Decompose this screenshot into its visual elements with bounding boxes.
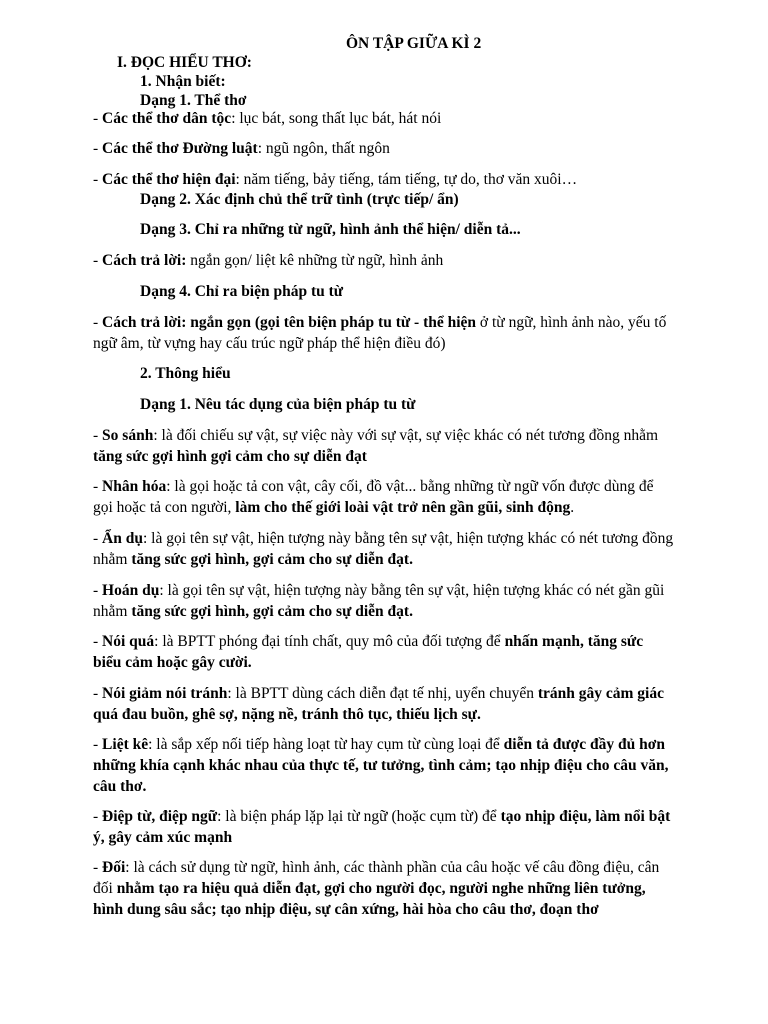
definition: ngắn gọn/ liệt kê những từ ngữ, hình ảnh xyxy=(186,252,444,269)
effect: tạo nhịp điệu, làm nổi bật xyxy=(500,808,671,825)
term: Đối xyxy=(102,859,126,876)
definition-cont: nhằm xyxy=(93,551,132,568)
term: Các thể thơ dân tộc xyxy=(102,110,232,127)
paragraph-noi-giam: - Nói giảm nói tránh: là BPTT dùng cách diễn đạt tế nhị, uyển chuyển tránh gây cảm giác quá đau buồn, ghê sợ, nặng nề, tránh thô tục, thiếu lịch sự. xyxy=(93,685,664,723)
paragraph-cach-tra-loi-1: - Cách trả lời: ngắn gọn/ liệt kê những từ ngữ, hình ảnh xyxy=(93,252,444,269)
period: . xyxy=(570,499,575,516)
term: Nói giảm nói tránh xyxy=(102,685,228,702)
dang-4-heading: Dạng 4. Chỉ ra biện pháp tu từ xyxy=(140,283,344,300)
paragraph-duong-luat: - Các thể thơ Đường luật: ngũ ngôn, thất ngôn xyxy=(93,140,390,157)
section-heading: I. ĐỌC HIỂU THƠ: xyxy=(117,54,252,71)
term: Cách trả lời: ngắn gọn (gọi tên biện pháp tu từ - thể hiện xyxy=(102,314,477,331)
dang-2-heading: Dạng 2. Xác định chủ thể trữ tình (trực tiếp/ ẩn) xyxy=(140,191,459,208)
definition-cont: gọi hoặc tả con người, xyxy=(93,499,236,516)
term: Ẩn dụ xyxy=(102,530,143,547)
effect: nhằm tạo ra hiệu quả diễn đạt, gợi cho người đọc, người nghe những liên tưởng, xyxy=(116,880,646,897)
effect-cont: hình dung sâu sắc; tạo nhịp điệu, sự cân xứng, hài hòa cho câu thơ, đoạn thơ xyxy=(93,901,599,918)
paragraph-doi: - Đối: là cách sử dụng từ ngữ, hình ảnh, các thành phần của câu hoặc vế câu đồng điệu, cân đối nhằm tạo ra hiệu quả diễn đạt, gợi cho người đọc, người nghe những liên tưởng, hình dung sâu sắc; tạo nhịp điệu, sự cân xứng, hài hòa cho câu thơ, đoạn thơ xyxy=(93,859,660,918)
definition: : lục bát, song thất lục bát, hát nói xyxy=(231,110,442,127)
paragraph-dan-toc: - Các thể thơ dân tộc: lục bát, song thất lục bát, hát nói xyxy=(93,110,442,127)
paragraph-hien-dai: - Các thể thơ hiện đại: năm tiếng, bảy tiếng, tám tiếng, tự do, thơ văn xuôi… xyxy=(93,171,578,188)
term: Các thể thơ hiện đại xyxy=(102,171,236,188)
definition-cont: đối xyxy=(93,880,117,897)
term: Liệt kê xyxy=(102,736,149,753)
definition: : năm tiếng, bảy tiếng, tám tiếng, tự do, thơ văn xuôi… xyxy=(235,171,578,188)
subsection-heading: 1. Nhận biết: xyxy=(140,73,226,90)
effect: tăng sức gợi hình gợi cảm cho sự diễn đạt xyxy=(93,448,367,465)
subsection-thong-hieu: 2. Thông hiểu xyxy=(140,365,231,382)
paragraph-so-sanh: - So sánh: là đối chiếu sự vật, sự việc này với sự vật, sự việc khác có nét tương đồng nhằm tăng sức gợi hình gợi cảm cho sự diễn đạt xyxy=(93,427,659,465)
effect: diễn tả được đầy đủ hơn xyxy=(503,736,665,753)
page-title: ÔN TẬP GIỮA KÌ 2 xyxy=(346,35,482,52)
term: Các thể thơ Đường luật xyxy=(102,140,258,157)
term: Điệp từ, điệp ngữ xyxy=(102,808,218,825)
effect: tránh gây cảm giác xyxy=(537,685,664,702)
effect: nhấn mạnh, tăng sức xyxy=(504,633,644,650)
definition: : là BPTT phóng đại tính chất, quy mô của đối tượng để xyxy=(154,633,505,650)
definition: : là gọi tên sự vật, hiện tượng này bằng tên sự vật, hiện tượng khác có nét gần gũi xyxy=(159,582,665,599)
effect-cont: biểu cảm hoặc gây cười. xyxy=(93,654,252,671)
dang-tac-dung-heading: Dạng 1. Nêu tác dụng của biện pháp tu từ xyxy=(140,396,416,413)
paragraph-cach-tra-loi-2: - Cách trả lời: ngắn gọn (gọi tên biện pháp tu từ - thể hiện ở từ ngữ, hình ảnh nào, yếu tố ngữ âm, từ vựng hay cấu trúc ngữ pháp thể hiện điều đó) xyxy=(93,314,667,352)
paragraph-diep-tu: - Điệp từ, điệp ngữ: là biện pháp lặp lại từ ngữ (hoặc cụm từ) để tạo nhịp điệu, làm nổi bật ý, gây cảm xúc mạnh xyxy=(93,808,671,846)
paragraph-nhan-hoa: - Nhân hóa: là gọi hoặc tả con vật, cây cối, đồ vật... bằng những từ ngữ vốn được dùng để gọi hoặc tả con người, làm cho thế giới loài vật trở nên gần gũi, sinh động. xyxy=(93,478,654,516)
definition: : là đối chiếu sự vật, sự việc này với sự vật, sự việc khác có nét tương đồng nhằm xyxy=(153,427,659,444)
definition-cont: nhằm xyxy=(93,603,132,620)
term: Nhân hóa xyxy=(102,478,167,495)
effect: tăng sức gợi hình, gợi cảm cho sự diễn đạt. xyxy=(131,551,413,568)
term: Nói quá xyxy=(102,633,155,650)
effect-cont: những khía cạnh khác nhau của thực tế, tư tưởng, tình cảm; tạo nhịp điệu cho câu văn, xyxy=(93,757,669,774)
paragraph-hoan-du: - Hoán dụ: là gọi tên sự vật, hiện tượng này bằng tên sự vật, hiện tượng khác có nét gần gũi nhằm tăng sức gợi hình, gợi cảm cho sự diễn đạt. xyxy=(93,582,665,620)
effect-cont: ý, gây cảm xúc mạnh xyxy=(93,829,233,846)
definition: : ngũ ngôn, thất ngôn xyxy=(257,140,390,157)
effect: làm cho thế giới loài vật trở nên gần gũi, sinh động xyxy=(235,499,571,516)
effect: tăng sức gợi hình, gợi cảm cho sự diễn đạt. xyxy=(131,603,413,620)
term: So sánh xyxy=(102,427,154,444)
definition: : là cách sử dụng từ ngữ, hình ảnh, các thành phần của câu hoặc vế câu đồng điệu, cân xyxy=(125,859,660,876)
dang-3-heading: Dạng 3. Chỉ ra những từ ngữ, hình ảnh thể hiện/ diễn tả... xyxy=(140,221,521,238)
term: Cách trả lời: xyxy=(102,252,187,269)
definition: : là BPTT dùng cách diễn đạt tế nhị, uyển chuyển xyxy=(227,685,538,702)
definition-cont: ngữ âm, từ vựng hay cấu trúc ngữ pháp thể hiện điều đó) xyxy=(93,335,446,352)
term: Hoán dụ xyxy=(102,582,160,599)
definition: : là biện pháp lặp lại từ ngữ (hoặc cụm từ) để xyxy=(217,808,501,825)
definition: ở từ ngữ, hình ảnh nào, yếu tố xyxy=(476,314,667,331)
effect-cont: câu thơ. xyxy=(93,778,147,795)
paragraph-liet-ke: - Liệt kê: là sắp xếp nối tiếp hàng loạt từ hay cụm từ cùng loại để diễn tả được đầy đủ hơn những khía cạnh khác nhau của thực tế, tư tưởng, tình cảm; tạo nhịp điệu cho câu văn, câu thơ. xyxy=(93,736,669,795)
definition: : là sắp xếp nối tiếp hàng loạt từ hay cụm từ cùng loại để xyxy=(148,736,504,753)
paragraph-noi-qua: - Nói quá: là BPTT phóng đại tính chất, quy mô của đối tượng để nhấn mạnh, tăng sức biểu cảm hoặc gây cười. xyxy=(93,633,644,671)
definition: : là gọi tên sự vật, hiện tượng này bằng tên sự vật, hiện tượng khác có nét tương đồng xyxy=(142,530,674,547)
effect-cont: quá đau buồn, ghê sợ, nặng nề, tránh thô tục, thiếu lịch sự. xyxy=(93,706,481,723)
definition: : là gọi hoặc tả con vật, cây cối, đồ vật... bằng những từ ngữ vốn được dùng để xyxy=(166,478,654,495)
paragraph-an-du: - Ẩn dụ: là gọi tên sự vật, hiện tượng này bằng tên sự vật, hiện tượng khác có nét tương đồng nhằm tăng sức gợi hình, gợi cảm cho sự diễn đạt. xyxy=(93,530,674,568)
dang-1-heading: Dạng 1. Thể thơ xyxy=(140,92,247,109)
